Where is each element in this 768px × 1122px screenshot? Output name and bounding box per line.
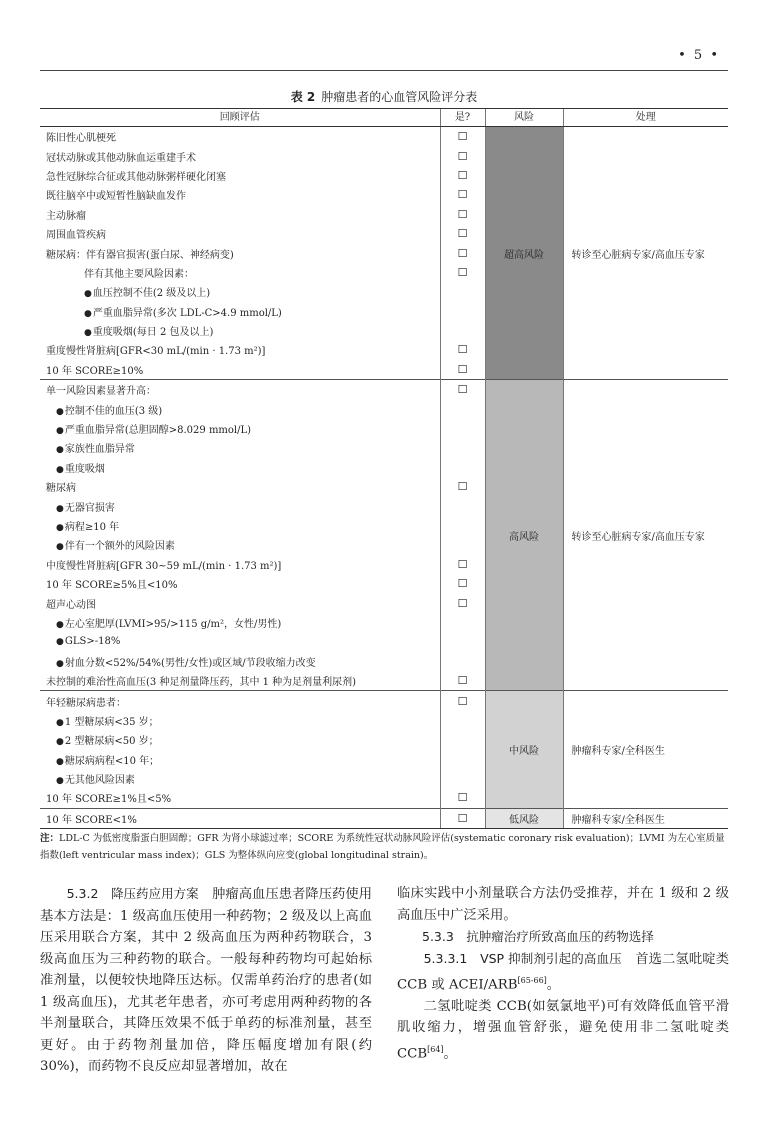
yes-cell[interactable] [440,808,485,828]
yes-cell [440,496,485,515]
checkbox-icon[interactable]: ☐ [457,149,468,163]
yes-cell[interactable] [440,205,485,224]
paragraph-5-3-2: 肿瘤高血压患者降压药使用基本方法是：1 级高血压使用一种药物；2 级及以上高血压采用联合方案，其中 2 级高血压为两种药物联合，3 级高血压为三种药物的联合。一般每种药物均可起始标准剂量，以便较快地降压达标。仅需单药治疗的患者(如 1 级高血压)，尤其老年患者，亦可考虑用两种药物的各半剂量联合，其降压效果不低于单药的标准剂量，甚至更好。由于药物剂量加倍，降压幅度增加有限(约 30%)，而药物不良反应却显著增加，故在 [40,887,373,1074]
bullet-icon: ● [84,289,92,300]
note-label: 注： [40,833,60,844]
yes-cell [440,282,485,301]
paragraph-5-3-3-1: 首选二氢吡啶类 CCB 或 ACEI/ARB [397,951,730,993]
review-item-text: 严重血脂异常(多次 LDL-C>4.9 mmol/L) [92,307,282,319]
review-item-text: 10 年 SCORE<1% [46,814,137,826]
yes-cell [440,769,485,788]
review-item-text: 重度吸烟 [64,463,105,475]
review-item [40,477,440,496]
checkbox-icon[interactable]: ☐ [457,362,468,376]
table-caption [0,88,768,105]
yes-cell[interactable] [440,555,485,574]
table-row [40,691,728,711]
checkbox-icon[interactable]: ☐ [457,694,468,708]
review-item [40,769,440,788]
review-item-text: 1 型糖尿病<35 岁； [64,716,159,728]
review-item-text: 控制不佳的血压(3 级) [64,405,163,417]
yes-cell [440,711,485,730]
header-risk: 风险 [485,109,563,127]
review-item-text: 既往脑卒中或短暂性脑缺血发作 [46,191,186,203]
yes-cell[interactable] [440,127,485,147]
yes-cell [440,438,485,457]
yes-cell[interactable] [440,691,485,711]
paragraph-5-3-3-1-end: 。 [546,977,561,993]
action-recommendation: 肿瘤科专家/全科医生 [563,808,728,828]
bullet-icon: ● [56,737,64,748]
review-item-text: 10 年 SCORE≥10% [46,365,144,377]
yes-cell [440,613,485,632]
review-item [40,340,440,359]
review-item-text: 伴有其他主要风险因素： [84,268,194,280]
checkbox-icon[interactable]: ☐ [457,227,468,241]
review-item-text: 冠状动脉或其他动脉血运重建手术 [46,152,196,164]
table-label: 表 2 [290,90,316,104]
yes-cell [440,516,485,535]
bullet-icon: ● [56,756,64,767]
yes-cell[interactable] [440,477,485,496]
note-text: LDL-C 为低密度脂蛋白胆固醇；GFR 为肾小球滤过率；SCORE 为系统性冠状动脉风险评估(systematic coronary risk evaluation)；LVMI 为左心室质量指数(left ventricular mass index)；GLS 为整体纵向应变(global longitudinal strain)。 [40,833,725,861]
checkbox-icon[interactable]: ☐ [457,674,468,688]
review-item [40,652,440,671]
yes-cell[interactable] [440,243,485,262]
yes-cell [440,458,485,477]
review-item-text: 射血分数<52%/54%(男性/女性)或区域/节段收缩力改变 [64,657,316,669]
checkbox-icon[interactable]: ☐ [457,577,468,591]
paragraph-ccb-text: 二氢吡啶类 CCB(如氨氯地平)可有效降低血管平滑肌收缩力，增强血管舒张，避免使用非二氢吡啶类 CCB [397,998,729,1062]
yes-cell[interactable] [440,224,485,243]
review-item [40,632,440,651]
review-item [40,691,440,711]
table-row [40,127,728,147]
paragraph-ccb [397,996,729,1065]
bullet-icon: ● [56,406,64,417]
checkbox-icon[interactable]: ☐ [457,207,468,221]
paragraph-ccb-end: 。 [443,1046,457,1062]
bullet-icon: ● [84,308,92,319]
review-item-text: 血压控制不佳(2 级及以上) [92,288,211,300]
heading-5-3-3: 5.3.3 抗肿瘤治疗所致高血压的药物选择 [422,929,654,944]
bullet-icon: ● [56,619,64,630]
yes-cell[interactable] [440,380,485,400]
review-item-text: 无其他风险因素 [64,775,135,787]
heading-5-3-3-1: 5.3.3.1 VSP 抑制剂引起的高血压 [423,950,622,966]
checkbox-icon[interactable]: ☐ [457,246,468,260]
bullet-icon: ● [56,464,64,475]
yes-cell[interactable] [440,360,485,380]
checkbox-icon[interactable]: ☐ [457,188,468,202]
yes-cell [440,302,485,321]
bullet-icon: ● [56,503,64,514]
review-item [40,166,440,185]
review-item-text: 糖尿病病程<10 年； [64,755,160,767]
table-header-row [40,109,728,127]
bullet-icon: ● [56,542,64,553]
review-item-text: 严重血脂异常(总胆固醇>8.029 mmol/L) [64,425,252,437]
review-item-text: 糖尿病 [46,483,76,495]
yes-cell[interactable] [440,166,485,185]
bullet-icon: ● [56,776,64,787]
review-item [40,593,440,612]
body-right-column [397,883,729,1065]
review-item [40,808,440,828]
bullet-icon: ● [56,658,64,669]
yes-cell[interactable] [440,263,485,282]
review-item [40,613,440,632]
continued-paragraph: 临床实践中小剂量联合方法仍受推荐，并在 1 级和 2 级高血压中广泛采用。 [397,886,729,923]
table-row [40,380,728,400]
citation-64: [64] [427,1044,444,1054]
review-item [40,574,440,593]
header-yes: 是? [440,109,485,127]
review-item [40,458,440,477]
checkbox-icon[interactable]: ☐ [457,791,468,805]
checkbox-icon[interactable]: ☐ [457,343,468,357]
review-item [40,205,440,224]
heading-5-3-2: 5.3.2 降压药应用方案 [66,886,199,901]
checkbox-icon[interactable]: ☐ [457,130,468,144]
yes-cell[interactable] [440,788,485,808]
bullet-icon: ● [56,717,64,728]
review-item-text: 伴有一个额外的风险因素 [64,541,175,553]
bullet-icon: ● [56,426,64,437]
risk-level: 中风险 [485,691,563,808]
review-item [40,263,440,282]
review-item-text: 单一风险因素显著升高： [46,386,156,398]
checkbox-icon[interactable]: ☐ [457,480,468,494]
yes-cell [440,730,485,749]
yes-cell[interactable] [440,185,485,204]
yes-cell [440,419,485,438]
review-item [40,555,440,574]
review-item [40,321,440,340]
review-item [40,516,440,535]
checkbox-icon[interactable]: ☐ [457,557,468,571]
header-action: 处理 [563,109,728,127]
checkbox-icon[interactable]: ☐ [457,168,468,182]
checkbox-icon[interactable]: ☐ [457,383,468,397]
yes-cell[interactable] [440,574,485,593]
review-item-text: 10 年 SCORE≥5%且<10% [46,580,178,592]
bullet-icon: ● [56,445,64,456]
section-5-3-2 [40,883,372,1078]
review-item [40,671,440,691]
yes-cell [440,632,485,651]
review-item [40,127,440,147]
risk-level: 高风险 [485,380,563,691]
review-item-text: 无器官损害 [64,502,115,514]
review-item [40,496,440,515]
citation-65-66: [65-66] [517,976,547,985]
table-row [40,808,728,828]
review-item-text: 中度慢性肾脏病[GFR 30~59 mL/(min · 1.73 m²)] [46,560,282,572]
review-item-text: 重度吸烟(每日 2 包及以上) [92,327,214,339]
risk-level: 超高风险 [485,127,563,380]
review-item-text: 2 型糖尿病<50 岁； [64,736,159,748]
risk-table-body [40,127,728,829]
review-item [40,360,440,380]
yes-cell [440,750,485,769]
review-item [40,419,440,438]
yes-cell[interactable] [440,340,485,359]
review-item [40,302,440,321]
bullet-icon: ● [56,523,64,533]
review-item [40,380,440,400]
review-item [40,711,440,730]
yes-cell [440,399,485,418]
review-item-text: 重度慢性肾脏病[GFR<30 mL/(min · 1.73 m²)] [46,346,266,358]
yes-cell [440,652,485,671]
review-item-text: 陈旧性心肌梗死 [46,133,116,145]
review-item [40,535,440,554]
review-item [40,730,440,749]
yes-cell[interactable] [440,671,485,691]
review-item [40,438,440,457]
review-item-text: 主动脉瘤 [46,210,86,222]
header-review: 回顾评估 [40,109,440,127]
review-item-text: 周围血管疾病 [46,230,106,242]
bullet-icon: ● [84,328,92,339]
body-left-column [40,883,372,1078]
review-item [40,788,440,808]
review-item [40,399,440,418]
bullet-icon: ● [56,637,64,648]
yes-cell[interactable] [440,593,485,612]
review-item-text: 超声心动图 [46,599,96,611]
review-item [40,146,440,165]
risk-table [40,108,728,829]
checkbox-icon[interactable]: ☐ [457,265,468,279]
table-note [40,830,728,864]
yes-cell [440,535,485,554]
review-item [40,224,440,243]
review-item-text: 病程≥10 年 [64,522,120,533]
review-item [40,243,440,262]
action-recommendation: 转诊至心脏病专家/高血压专家 [563,380,728,691]
table-title: 肿瘤患者的心血管风险评分表 [321,90,478,104]
header-rule [40,70,728,71]
section-5-3-3-1 [397,948,729,996]
review-item-text: GLS>-18% [64,636,121,648]
review-item-text: 10 年 SCORE≥1%且<5% [46,794,172,806]
action-recommendation: 肿瘤科专家/全科医生 [563,691,728,808]
review-item [40,282,440,301]
risk-level: 低风险 [485,808,563,828]
review-item-text: 年轻糖尿病患者： [46,697,126,709]
action-recommendation: 转诊至心脏病专家/高血压专家 [563,127,728,380]
checkbox-icon[interactable]: ☐ [457,811,468,825]
review-item-text: 左心室肥厚(LVMI>95/>115 g/m²，女性/男性) [64,618,282,630]
review-item [40,750,440,769]
review-item-text: 家族性血脂异常 [64,444,135,456]
review-item-text: 急性冠脉综合征或其他动脉粥样硬化闭塞 [46,171,226,183]
yes-cell[interactable] [440,146,485,165]
yes-cell [440,321,485,340]
review-item [40,185,440,204]
review-item-text: 糖尿病：伴有器官损害(蛋白尿、神经病变) [46,249,234,261]
checkbox-icon[interactable]: ☐ [457,596,468,610]
review-item-text: 未控制的难治性高血压(3 种足剂量降压药，其中 1 种为足剂量利尿剂) [46,677,357,689]
page-number: • 5 • [678,48,720,63]
